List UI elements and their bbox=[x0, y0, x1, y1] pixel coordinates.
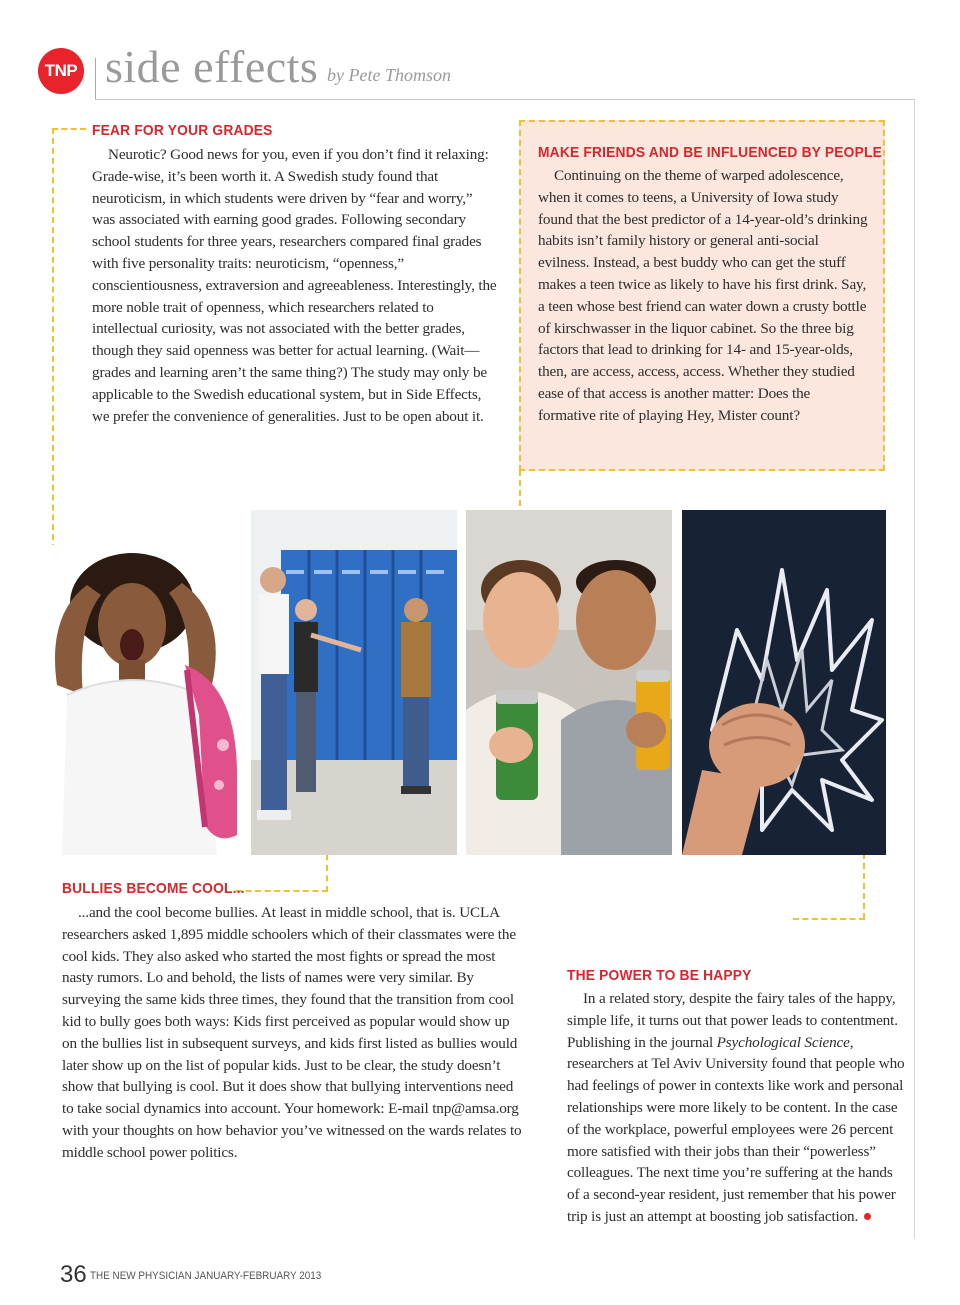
photo-fist-chalkboard bbox=[682, 510, 886, 855]
header-rule bbox=[95, 99, 915, 100]
photo-teens-drinking bbox=[466, 510, 672, 855]
section-title: side effects bbox=[105, 41, 319, 92]
article-bullies: ...and the cool become bullies. At least in middle school, that is. UCLA researchers asked 1,895 middle schoolers which of their classmates were the cool kids. They also asked who started the most fights or spread the most nasty rumors. Lo and behold, the lists of names were very similar. By surveying the same kids three times, they found that the transition from cool kid to bully goes both ways: Kids first perceived as popular would show up on the bullies list in subsequent surveys, and kids first listed as bullies would later show up on the list of popular kids. Just to be clear, the study doesn’t show that bullying is cool. But it does show that bullying interventions need to take social dynamics into account. Your homework: E-mail tnp@amsa.org with your thoughts on how behavior you’ve witnessed on the wards relates to middle school power politics. bbox=[62, 904, 522, 1161]
footer-publication: THE NEW PHYSICIAN JANUARY-FEBRUARY 2013 bbox=[90, 1270, 322, 1282]
end-mark-icon bbox=[864, 1213, 871, 1220]
page-number: 36 bbox=[60, 1261, 87, 1288]
article-make-friends: Continuing on the theme of warped adolescence, when it comes to teens, a University of Iowa study found that the best predictor of a 14-year-old’s drinking habits isn’t family history or general anti-social evilness. Instead, a best buddy who can get the stuff makes a teen twice as likely to have his first drink. Say, a teen whose best friend can water down a crusty bottle of kirschwasser in the liquor cabinet. So the three big factors that lead to drinking for 14- and 15-year-olds, then, are access, access, access. Whether they studied ease of that access is another matter: Does the formative rite of playing Hey, Mister count? bbox=[538, 167, 868, 424]
heading-make-friends: MAKE FRIENDS AND BE INFLUENCED BY PEOPLE bbox=[538, 144, 882, 161]
page-right-rule bbox=[914, 99, 915, 1239]
byline: by Pete Thomson bbox=[327, 65, 451, 85]
article-text: In a related story, despite the fairy tales of the happy, simple life, it turns out that power leads to contentment. Publishing in the journal bbox=[567, 990, 898, 1051]
journal-title: Psychological Science bbox=[716, 1033, 850, 1051]
leader-line bbox=[236, 890, 328, 892]
leader-line bbox=[52, 128, 86, 130]
heading-bullies: BULLIES BECOME COOL... bbox=[62, 880, 245, 897]
header-divider bbox=[95, 58, 96, 100]
tnp-logo-badge: TNP bbox=[38, 48, 84, 94]
leader-line bbox=[793, 918, 865, 920]
heading-power-happy: THE POWER TO BE HAPPY bbox=[567, 967, 752, 984]
photo-bullies-lockers bbox=[251, 510, 457, 855]
heading-fear-for-grades: FEAR FOR YOUR GRADES bbox=[92, 122, 273, 139]
photo-screaming-student bbox=[37, 545, 242, 855]
article-fear-for-grades: Neurotic? Good news for you, even if you don’t find it relaxing: Grade-wise, it’s been worth it. A Swedish study found that neuroticism, in which students were driven by “fear and worry,” was associated with earning good grades. Following secondary school students for three years, researchers compared final grades with five personality traits: neuroticism, “openness,” conscientiousness, extraversion and agreeableness. Interestingly, the more noble trait of openness, which researchers related to intellectual curiosity, was not associated with the better grades, though they said openness was better for actual learning. (Wait—grades and learning aren’t the same thing?) The study may only be applicable to the Swedish educational system, but in Side Effects, we prefer the convenience of generalities. Just to be open about it. bbox=[92, 146, 497, 425]
article-text: , researchers at Tel Aviv University found that people who had feelings of power in contexts like work and personal relationships were more likely to be content. In the case of the workplace, powerful employees were 26 percent more satisfied with their jobs than their “powerless” colleagues. The next time you’re suffering at the hands of a second-year resident, just remember that his power trip is just an attempt at boosting job satisfaction. bbox=[567, 1033, 905, 1225]
article-power-happy bbox=[567, 988, 905, 1228]
leader-line bbox=[52, 128, 54, 560]
